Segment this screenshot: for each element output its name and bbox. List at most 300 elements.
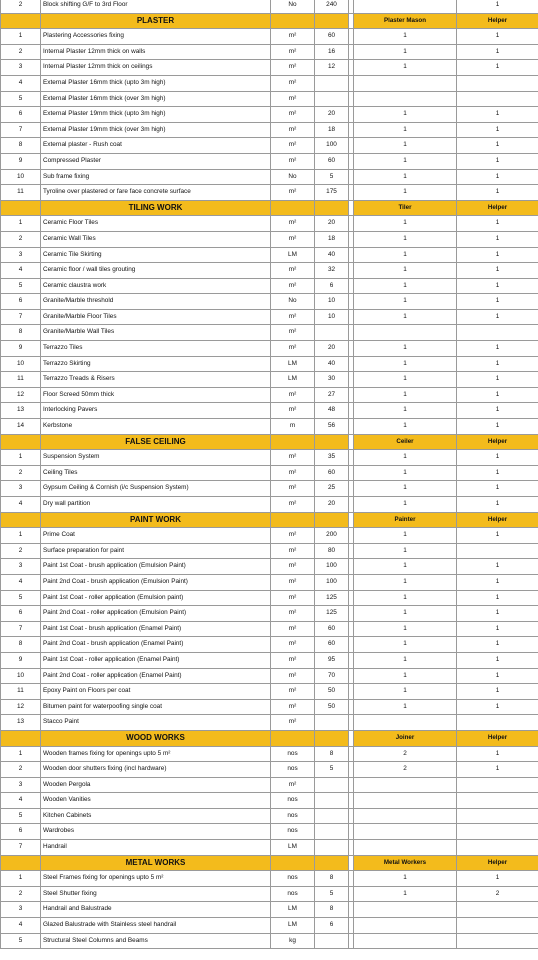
row-description: External Plaster 19mm thick (upto 3m high)	[41, 107, 271, 123]
row-description: Tyroline over plastered or fare face concrete surface	[41, 185, 271, 201]
row-helper-count: 1	[457, 294, 538, 310]
row-number: 5	[1, 91, 41, 107]
row-helper-count: 1	[457, 122, 538, 138]
section-blank-cell	[1, 200, 41, 216]
row-quantity: 25	[315, 481, 349, 497]
section-labour-heading: Painter	[354, 512, 457, 528]
row-labour-count: 1	[354, 559, 457, 575]
row-helper-count: 1	[457, 450, 538, 466]
row-helper-count: 1	[457, 699, 538, 715]
table-row	[1, 122, 538, 138]
section-helper-heading: Helper	[457, 512, 538, 528]
row-number: 4	[1, 918, 41, 934]
row-helper-count: 1	[457, 169, 538, 185]
table-row	[1, 75, 538, 91]
row-helper-count: 1	[457, 606, 538, 622]
row-labour-count: 1	[354, 497, 457, 513]
section-title: WOOD WORKS	[41, 730, 271, 746]
row-quantity: 40	[315, 247, 349, 263]
table-body	[1, 0, 538, 949]
row-quantity: 27	[315, 387, 349, 403]
section-labour-heading: Metal Workers	[354, 855, 457, 871]
row-helper-count: 1	[457, 247, 538, 263]
row-quantity: 5	[315, 169, 349, 185]
table-row	[1, 933, 538, 949]
row-quantity: 30	[315, 372, 349, 388]
table-row	[1, 450, 538, 466]
row-helper-count: 1	[457, 590, 538, 606]
section-blank-cell	[271, 730, 315, 746]
row-unit: m²	[271, 684, 315, 700]
row-number: 4	[1, 574, 41, 590]
table-row	[1, 60, 538, 76]
table-row	[1, 699, 538, 715]
row-helper-count: 1	[457, 29, 538, 45]
row-helper-count: 1	[457, 185, 538, 201]
section-header	[1, 200, 538, 216]
section-blank-cell	[1, 434, 41, 450]
row-description: Paint 1st Coat - brush application (Enamel Paint)	[41, 621, 271, 637]
row-quantity: 60	[315, 465, 349, 481]
table-row	[1, 590, 538, 606]
row-quantity: 10	[315, 294, 349, 310]
row-quantity: 6	[315, 278, 349, 294]
table-row	[1, 325, 538, 341]
row-description: Ceramic Floor Tiles	[41, 216, 271, 232]
row-quantity	[315, 824, 349, 840]
row-quantity: 56	[315, 419, 349, 435]
row-description: Kitchen Cabinets	[41, 808, 271, 824]
row-number: 5	[1, 808, 41, 824]
row-number: 10	[1, 356, 41, 372]
row-quantity: 18	[315, 122, 349, 138]
row-labour-count	[354, 777, 457, 793]
row-quantity: 100	[315, 559, 349, 575]
row-number: 6	[1, 107, 41, 123]
row-labour-count: 1	[354, 652, 457, 668]
row-labour-count: 1	[354, 44, 457, 60]
row-quantity: 125	[315, 606, 349, 622]
row-helper-count: 1	[457, 652, 538, 668]
row-helper-count: 1	[457, 0, 538, 13]
row-labour-count: 1	[354, 372, 457, 388]
row-description: Terrazzo Treads & Risers	[41, 372, 271, 388]
row-description: Stacco Paint	[41, 715, 271, 731]
table-row	[1, 497, 538, 513]
row-labour-count: 1	[354, 169, 457, 185]
row-helper-count	[457, 715, 538, 731]
row-unit: m²	[271, 278, 315, 294]
row-quantity: 80	[315, 543, 349, 559]
row-number: 12	[1, 387, 41, 403]
row-helper-count: 1	[457, 356, 538, 372]
row-quantity: 100	[315, 138, 349, 154]
row-labour-count: 1	[354, 263, 457, 279]
section-labour-heading: Joiner	[354, 730, 457, 746]
row-unit: m²	[271, 138, 315, 154]
row-number: 7	[1, 840, 41, 856]
row-description: External Plaster 16mm thick (over 3m high)	[41, 91, 271, 107]
row-description: Compressed Plaster	[41, 153, 271, 169]
row-number: 11	[1, 684, 41, 700]
row-description: Terrazzo Skirting	[41, 356, 271, 372]
row-helper-count	[457, 777, 538, 793]
row-unit: m²	[271, 543, 315, 559]
row-labour-count: 1	[354, 419, 457, 435]
row-labour-count	[354, 715, 457, 731]
row-description: Paint 2nd Coat - roller application (Enamel Paint)	[41, 668, 271, 684]
section-blank-cell	[1, 13, 41, 29]
row-number: 4	[1, 497, 41, 513]
row-helper-count	[457, 933, 538, 949]
row-description: External plaster - Rush coat	[41, 138, 271, 154]
row-description: Internal Plaster 12mm thick on ceilings	[41, 60, 271, 76]
row-unit: LM	[271, 247, 315, 263]
row-description: Epoxy Paint on Floors per coat	[41, 684, 271, 700]
section-helper-heading: Helper	[457, 200, 538, 216]
row-number: 7	[1, 122, 41, 138]
row-description: Granite/Marble Wall Tiles	[41, 325, 271, 341]
row-unit: LM	[271, 356, 315, 372]
row-labour-count: 1	[354, 60, 457, 76]
row-unit: m²	[271, 497, 315, 513]
row-labour-count: 1	[354, 216, 457, 232]
row-labour-count: 1	[354, 231, 457, 247]
row-quantity: 240	[315, 0, 349, 13]
table-row	[1, 808, 538, 824]
row-number: 6	[1, 824, 41, 840]
row-quantity: 60	[315, 153, 349, 169]
row-description: Paint 2nd Coat - brush application (Emulsion Paint)	[41, 574, 271, 590]
row-unit: m²	[271, 715, 315, 731]
section-title: METAL WORKS	[41, 855, 271, 871]
row-number: 3	[1, 777, 41, 793]
row-description: Ceiling Tiles	[41, 465, 271, 481]
row-quantity	[315, 325, 349, 341]
section-header	[1, 13, 538, 29]
row-helper-count: 1	[457, 372, 538, 388]
row-labour-count: 1	[354, 356, 457, 372]
row-helper-count: 1	[457, 138, 538, 154]
section-blank-cell	[271, 434, 315, 450]
row-unit: m²	[271, 122, 315, 138]
row-labour-count: 1	[354, 699, 457, 715]
row-description: External Plaster 16mm thick (upto 3m high)	[41, 75, 271, 91]
row-helper-count: 1	[457, 341, 538, 357]
table-row	[1, 840, 538, 856]
row-description: Block shifting G/F to 3rd Floor	[41, 0, 271, 13]
table-row	[1, 419, 538, 435]
row-quantity: 175	[315, 185, 349, 201]
row-number: 13	[1, 403, 41, 419]
row-unit: nos	[271, 793, 315, 809]
table-row	[1, 341, 538, 357]
row-unit: m²	[271, 528, 315, 544]
row-helper-count: 1	[457, 216, 538, 232]
section-title: PAINT WORK	[41, 512, 271, 528]
row-helper-count: 1	[457, 871, 538, 887]
row-quantity: 70	[315, 668, 349, 684]
table-row	[1, 574, 538, 590]
row-labour-count: 1	[354, 29, 457, 45]
row-quantity: 50	[315, 699, 349, 715]
row-quantity	[315, 715, 349, 731]
row-labour-count: 1	[354, 294, 457, 310]
row-labour-count	[354, 918, 457, 934]
section-blank-cell	[315, 200, 349, 216]
table-row	[1, 153, 538, 169]
row-description: Kerbstone	[41, 419, 271, 435]
section-helper-heading: Helper	[457, 855, 538, 871]
row-quantity: 60	[315, 621, 349, 637]
row-unit: m²	[271, 231, 315, 247]
row-labour-count: 1	[354, 528, 457, 544]
row-labour-count: 1	[354, 465, 457, 481]
row-quantity: 10	[315, 309, 349, 325]
section-header	[1, 730, 538, 746]
row-description: Sub frame fixing	[41, 169, 271, 185]
row-quantity: 35	[315, 450, 349, 466]
table-row	[1, 91, 538, 107]
table-row	[1, 481, 538, 497]
table-row	[1, 543, 538, 559]
row-description: Floor Screed 50mm thick	[41, 387, 271, 403]
row-number: 5	[1, 278, 41, 294]
row-helper-count: 1	[457, 559, 538, 575]
table-row	[1, 793, 538, 809]
row-unit: nos	[271, 824, 315, 840]
row-labour-count: 1	[354, 387, 457, 403]
row-labour-count: 1	[354, 341, 457, 357]
table-row	[1, 138, 538, 154]
row-quantity	[315, 840, 349, 856]
row-number: 3	[1, 60, 41, 76]
row-unit: m²	[271, 341, 315, 357]
row-quantity: 50	[315, 684, 349, 700]
row-number: 2	[1, 543, 41, 559]
row-number: 7	[1, 621, 41, 637]
row-unit: m²	[271, 481, 315, 497]
row-labour-count: 1	[354, 122, 457, 138]
row-unit: m²	[271, 559, 315, 575]
row-description: Paint 2nd Coat - roller application (Emulsion Paint)	[41, 606, 271, 622]
row-description: Bitumen paint for waterpoofing single coat	[41, 699, 271, 715]
row-description: Terrazzo Tiles	[41, 341, 271, 357]
row-description: Wooden door shutters fixing (incl hardware)	[41, 762, 271, 778]
row-number: 10	[1, 169, 41, 185]
row-helper-count: 1	[457, 387, 538, 403]
section-blank-cell	[1, 855, 41, 871]
row-labour-count: 1	[354, 138, 457, 154]
table-row	[1, 216, 538, 232]
row-quantity: 12	[315, 60, 349, 76]
row-labour-count	[354, 75, 457, 91]
row-helper-count: 1	[457, 419, 538, 435]
row-unit: No	[271, 0, 315, 13]
row-unit: nos	[271, 808, 315, 824]
table-row	[1, 107, 538, 123]
section-helper-heading: Helper	[457, 13, 538, 29]
row-number: 6	[1, 606, 41, 622]
row-number: 10	[1, 668, 41, 684]
row-description: Glazed Balustrade with Stainless steel handrail	[41, 918, 271, 934]
row-unit: m²	[271, 153, 315, 169]
row-quantity: 40	[315, 356, 349, 372]
row-unit: nos	[271, 746, 315, 762]
row-quantity: 8	[315, 871, 349, 887]
row-helper-count: 1	[457, 309, 538, 325]
row-unit: m²	[271, 216, 315, 232]
row-helper-count: 1	[457, 278, 538, 294]
row-helper-count	[457, 824, 538, 840]
row-description: Ceramic floor / wall tiles grouting	[41, 263, 271, 279]
row-description: Structural Steel Columns and Beams	[41, 933, 271, 949]
row-labour-count: 1	[354, 574, 457, 590]
row-unit: m²	[271, 309, 315, 325]
row-description: Ceramic Wall Tiles	[41, 231, 271, 247]
row-quantity	[315, 75, 349, 91]
row-helper-count	[457, 808, 538, 824]
row-number: 1	[1, 871, 41, 887]
row-number: 3	[1, 559, 41, 575]
row-number: 5	[1, 590, 41, 606]
row-quantity	[315, 91, 349, 107]
row-number: 2	[1, 231, 41, 247]
row-unit: kg	[271, 933, 315, 949]
section-blank-cell	[315, 730, 349, 746]
table-row	[1, 777, 538, 793]
row-unit: m²	[271, 263, 315, 279]
table-row	[1, 372, 538, 388]
table-row	[1, 387, 538, 403]
table-row	[1, 824, 538, 840]
table-row	[1, 0, 538, 13]
section-blank-cell	[315, 512, 349, 528]
table-row	[1, 403, 538, 419]
row-unit: m²	[271, 325, 315, 341]
section-header	[1, 855, 538, 871]
row-unit: LM	[271, 840, 315, 856]
row-helper-count: 1	[457, 637, 538, 653]
row-number: 11	[1, 372, 41, 388]
row-unit: m	[271, 419, 315, 435]
section-title: FALSE CEILING	[41, 434, 271, 450]
row-description: External Plaster 19mm thick (over 3m high)	[41, 122, 271, 138]
row-helper-count: 1	[457, 528, 538, 544]
row-unit: m²	[271, 668, 315, 684]
table-row	[1, 684, 538, 700]
row-labour-count	[354, 0, 457, 13]
row-quantity: 100	[315, 574, 349, 590]
row-helper-count	[457, 325, 538, 341]
row-number: 1	[1, 216, 41, 232]
row-helper-count: 1	[457, 746, 538, 762]
row-helper-count: 1	[457, 574, 538, 590]
table-row	[1, 231, 538, 247]
table-row	[1, 621, 538, 637]
row-quantity	[315, 808, 349, 824]
row-labour-count: 1	[354, 871, 457, 887]
row-unit: m²	[271, 75, 315, 91]
row-number: 4	[1, 793, 41, 809]
row-description: Wooden frames fixing for openings upto 5 m²	[41, 746, 271, 762]
section-labour-heading: Ceiler	[354, 434, 457, 450]
row-quantity: 20	[315, 216, 349, 232]
row-description: Plastering Accessories fixing	[41, 29, 271, 45]
row-unit: m²	[271, 44, 315, 60]
row-description: Interlocking Pavers	[41, 403, 271, 419]
row-labour-count: 1	[354, 606, 457, 622]
row-unit: No	[271, 294, 315, 310]
table-row	[1, 44, 538, 60]
row-quantity	[315, 933, 349, 949]
table-row	[1, 309, 538, 325]
section-labour-heading: Tiler	[354, 200, 457, 216]
table-row	[1, 715, 538, 731]
row-number: 7	[1, 309, 41, 325]
row-number: 9	[1, 652, 41, 668]
row-helper-count: 1	[457, 465, 538, 481]
table-row	[1, 918, 538, 934]
row-number: 2	[1, 0, 41, 13]
section-labour-heading: Plaster Mason	[354, 13, 457, 29]
row-labour-count: 1	[354, 886, 457, 902]
row-description: Steel Frames fixing for openings upto 5 m²	[41, 871, 271, 887]
row-description: Steel Shutter fixing	[41, 886, 271, 902]
table-row	[1, 278, 538, 294]
table-row	[1, 294, 538, 310]
row-labour-count: 2	[354, 746, 457, 762]
table-row	[1, 886, 538, 902]
row-number: 4	[1, 263, 41, 279]
row-number: 5	[1, 933, 41, 949]
row-unit: LM	[271, 918, 315, 934]
row-unit: m²	[271, 777, 315, 793]
row-labour-count: 1	[354, 684, 457, 700]
row-labour-count: 2	[354, 762, 457, 778]
row-unit: nos	[271, 886, 315, 902]
row-labour-count: 1	[354, 278, 457, 294]
row-labour-count: 1	[354, 403, 457, 419]
row-number: 2	[1, 762, 41, 778]
row-description: Suspension System	[41, 450, 271, 466]
section-header	[1, 434, 538, 450]
row-quantity: 32	[315, 263, 349, 279]
row-description: Ceramic claustra work	[41, 278, 271, 294]
row-helper-count	[457, 902, 538, 918]
table-row	[1, 169, 538, 185]
row-quantity: 8	[315, 746, 349, 762]
table-row	[1, 902, 538, 918]
row-helper-count: 1	[457, 621, 538, 637]
row-helper-count: 1	[457, 231, 538, 247]
section-header	[1, 512, 538, 528]
row-labour-count: 1	[354, 621, 457, 637]
row-description: Gypsum Ceiling & Cornish (i/c Suspension System)	[41, 481, 271, 497]
row-helper-count: 1	[457, 481, 538, 497]
row-helper-count: 1	[457, 762, 538, 778]
section-blank-cell	[1, 512, 41, 528]
table-row	[1, 559, 538, 575]
row-unit: LM	[271, 372, 315, 388]
row-helper-count: 1	[457, 668, 538, 684]
row-helper-count	[457, 91, 538, 107]
row-helper-count	[457, 543, 538, 559]
row-unit: m²	[271, 29, 315, 45]
row-description: Paint 1st Coat - brush application (Emulsion Paint)	[41, 559, 271, 575]
row-number: 8	[1, 325, 41, 341]
section-blank-cell	[315, 434, 349, 450]
